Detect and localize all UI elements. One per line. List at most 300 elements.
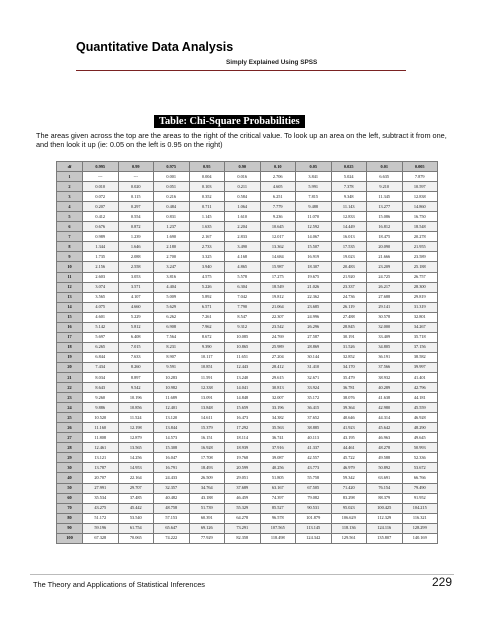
critical-value-cell: 10.851 [189, 362, 225, 372]
critical-value-cell: 19.675 [296, 272, 332, 282]
critical-value-cell: 1.064 [225, 202, 261, 212]
critical-value-cell: 39.087 [260, 453, 296, 463]
critical-value-cell: 5.142 [83, 322, 119, 332]
table-row [57, 503, 438, 513]
critical-value-cell: 0.004 [189, 172, 225, 182]
critical-value-cell: --- [118, 172, 154, 182]
critical-value-cell: 2.088 [118, 252, 154, 262]
critical-value-cell: 10.597 [402, 182, 438, 192]
critical-value-cell: 7.879 [402, 172, 438, 182]
critical-value-cell: 73.291 [225, 523, 261, 533]
critical-value-cell: 9.210 [367, 182, 403, 192]
critical-value-cell: 5.024 [331, 172, 367, 182]
critical-value-cell: 40.256 [260, 463, 296, 473]
critical-value-cell: 10.196 [118, 393, 154, 403]
critical-value-cell: 19.023 [331, 252, 367, 262]
critical-value-cell: 4.601 [83, 312, 119, 322]
df-cell: 24 [57, 403, 83, 413]
critical-value-cell: 1.635 [189, 222, 225, 232]
critical-value-cell: 3.247 [154, 262, 190, 272]
critical-value-cell: 79.490 [402, 483, 438, 493]
critical-value-cell: 6.844 [83, 352, 119, 362]
critical-value-cell: 15.379 [189, 423, 225, 433]
df-cell: 23 [57, 393, 83, 403]
critical-value-cell: 30.578 [367, 312, 403, 322]
critical-value-cell: 0.216 [154, 192, 190, 202]
critical-value-cell: 30.144 [296, 352, 332, 362]
critical-value-cell: 9.236 [260, 212, 296, 222]
critical-value-cell: 26.509 [189, 473, 225, 483]
table-row [57, 292, 438, 302]
critical-value-cell: 116.321 [402, 513, 438, 523]
critical-value-cell: --- [83, 172, 119, 182]
critical-value-cell: 15.086 [367, 212, 403, 222]
critical-value-cell: 24.433 [154, 473, 190, 483]
critical-value-cell: 35.718 [402, 332, 438, 342]
critical-value-cell: 5.009 [154, 292, 190, 302]
critical-value-cell: 6.304 [225, 282, 261, 292]
critical-value-cell: 4.605 [260, 182, 296, 192]
table-row [57, 393, 438, 403]
critical-value-cell: 7.633 [118, 352, 154, 362]
critical-value-cell: 3.325 [189, 252, 225, 262]
critical-value-cell: 0.584 [225, 192, 261, 202]
critical-value-cell: 74.397 [260, 493, 296, 503]
critical-value-cell: 16.919 [296, 252, 332, 262]
critical-value-cell: 31.410 [296, 362, 332, 372]
critical-value-cell: 12.461 [83, 443, 119, 453]
critical-value-cell: 44.314 [367, 413, 403, 423]
critical-value-cell: 52.336 [402, 453, 438, 463]
critical-value-cell: 8.231 [154, 342, 190, 352]
critical-value-cell: 24.996 [296, 312, 332, 322]
critical-value-cell: 64.278 [225, 513, 261, 523]
critical-value-cell: 77.929 [189, 533, 225, 543]
df-cell: 30 [57, 463, 83, 473]
critical-value-cell: 0.001 [154, 172, 190, 182]
critical-value-cell: 85.527 [260, 503, 296, 513]
critical-value-cell: 5.697 [83, 332, 119, 342]
critical-value-cell: 35.172 [296, 393, 332, 403]
critical-value-cell: 29.615 [260, 372, 296, 382]
critical-value-cell: 32.801 [402, 312, 438, 322]
critical-value-cell: 11.651 [225, 352, 261, 362]
critical-value-cell: 100.425 [367, 503, 403, 513]
critical-value-cell: 10.520 [83, 413, 119, 423]
critical-value-cell: 12.338 [189, 383, 225, 393]
critical-value-cell: 5.226 [189, 282, 225, 292]
critical-value-cell: 4.575 [189, 272, 225, 282]
df-cell: 17 [57, 332, 83, 342]
critical-value-cell: 34.170 [331, 362, 367, 372]
critical-value-cell: 5.578 [225, 272, 261, 282]
critical-value-cell: 21.920 [331, 272, 367, 282]
df-cell: 29 [57, 453, 83, 463]
critical-value-cell: 12.443 [225, 362, 261, 372]
critical-value-cell: 13.565 [118, 443, 154, 453]
critical-value-cell: 6.571 [189, 302, 225, 312]
critical-value-cell: 28.412 [260, 362, 296, 372]
critical-value-cell: 16.151 [189, 433, 225, 443]
critical-value-cell: 26.757 [402, 272, 438, 282]
critical-value-cell: 32.357 [154, 483, 190, 493]
critical-value-cell: 1.610 [225, 212, 261, 222]
critical-value-cell: 16.791 [154, 463, 190, 473]
critical-value-cell: 14.611 [189, 413, 225, 423]
critical-value-cell: 27.688 [367, 292, 403, 302]
critical-value-cell: 0.352 [189, 192, 225, 202]
critical-value-cell: 5.991 [296, 182, 332, 192]
critical-value-cell: 0.115 [118, 192, 154, 202]
critical-value-cell: 12.833 [331, 212, 367, 222]
critical-value-cell: 20.483 [331, 262, 367, 272]
critical-value-cell: 3.074 [83, 282, 119, 292]
critical-value-cell: 1.690 [154, 232, 190, 242]
critical-value-cell: 41.401 [402, 372, 438, 382]
header-subtitle: Simply Explained Using SPSS [226, 59, 318, 66]
critical-value-cell: 40.482 [154, 493, 190, 503]
table-row [57, 282, 438, 292]
df-cell: 19 [57, 352, 83, 362]
critical-value-cell: 0.412 [83, 212, 119, 222]
critical-value-cell: 16.047 [154, 453, 190, 463]
critical-value-cell: 9.591 [154, 362, 190, 372]
critical-value-cell: 18.493 [189, 463, 225, 473]
critical-value-cell: 124.116 [367, 523, 403, 533]
critical-value-cell: 2.558 [118, 262, 154, 272]
critical-value-cell: 14.067 [296, 232, 332, 242]
critical-value-cell: 10.283 [154, 372, 190, 382]
critical-value-cell: 34.764 [189, 483, 225, 493]
critical-value-cell: 7.962 [189, 322, 225, 332]
df-cell: 28 [57, 443, 83, 453]
critical-value-cell: 8.672 [189, 332, 225, 342]
df-cell: 2 [57, 182, 83, 192]
table-row [57, 433, 438, 443]
table-row [57, 423, 438, 433]
critical-value-cell: 59.342 [331, 473, 367, 483]
critical-value-cell: 57.153 [154, 513, 190, 523]
critical-value-cell: 128.299 [402, 523, 438, 533]
critical-value-cell: 0.676 [83, 222, 119, 232]
critical-value-cell: 16.473 [225, 413, 261, 423]
critical-value-cell: 3.565 [83, 292, 119, 302]
critical-value-cell: 9.348 [331, 192, 367, 202]
critical-value-cell: 5.229 [118, 312, 154, 322]
critical-value-cell: 37.156 [402, 342, 438, 352]
critical-value-cell: 0.711 [189, 202, 225, 212]
critical-value-cell: 35.534 [83, 493, 119, 503]
critical-value-cell: 13.787 [83, 463, 119, 473]
table-row [57, 192, 438, 202]
intro-paragraph: The areas given across the top are the areas to the right of the critical value. To look up an area on the left, subtract it from one, and then look it up (ie: 0.05 on the left is 0.95 on the right) [36, 131, 447, 150]
critical-value-cell: 18.114 [225, 433, 261, 443]
critical-value-cell: 51.739 [189, 503, 225, 513]
critical-value-cell: 67.328 [83, 533, 119, 543]
critical-value-cell: 24.736 [331, 292, 367, 302]
critical-value-cell: 9.260 [83, 393, 119, 403]
table-row [57, 463, 438, 473]
critical-value-cell: 67.505 [296, 483, 332, 493]
critical-value-cell: 40.646 [331, 413, 367, 423]
critical-value-cell: 15.308 [154, 443, 190, 453]
critical-value-cell: 3.841 [296, 172, 332, 182]
critical-value-cell: 0.103 [189, 182, 225, 192]
critical-value-cell: 38.885 [296, 423, 332, 433]
critical-value-cell: 45.442 [118, 503, 154, 513]
critical-value-cell: 17.275 [260, 272, 296, 282]
footer-text: The Theory and Applications of Statistical Inferences [33, 580, 205, 589]
table-row [57, 302, 438, 312]
critical-value-cell: 0.484 [154, 202, 190, 212]
critical-value-cell: 1.735 [83, 252, 119, 262]
critical-value-cell: 8.034 [83, 372, 119, 382]
df-cell: 25 [57, 413, 83, 423]
critical-value-cell: 48.758 [154, 503, 190, 513]
critical-value-cell: 2.167 [189, 232, 225, 242]
critical-value-cell: 8.897 [118, 372, 154, 382]
critical-value-cell: 19.768 [225, 453, 261, 463]
critical-value-cell: 16.013 [331, 232, 367, 242]
critical-value-cell: 33.924 [296, 383, 332, 393]
column-header-area: 0.005 [402, 162, 438, 172]
table-row [57, 242, 438, 252]
critical-value-cell: 36.191 [367, 352, 403, 362]
critical-value-cell: 0.297 [118, 202, 154, 212]
critical-value-cell: 0.831 [154, 212, 190, 222]
critical-value-cell: 124.342 [296, 533, 332, 543]
critical-value-cell: 21.026 [296, 282, 332, 292]
critical-value-cell: 16.812 [367, 222, 403, 232]
table-row [57, 322, 438, 332]
df-cell: 5 [57, 212, 83, 222]
critical-value-cell: 53.540 [118, 513, 154, 523]
critical-value-cell: 112.329 [367, 513, 403, 523]
critical-value-cell: 2.156 [83, 262, 119, 272]
critical-value-cell: 10.117 [189, 352, 225, 362]
critical-value-cell: 43.773 [296, 463, 332, 473]
table-row [57, 523, 438, 533]
df-cell: 12 [57, 282, 83, 292]
critical-value-cell: 65.647 [154, 523, 190, 533]
critical-value-cell: 19.812 [260, 292, 296, 302]
critical-value-cell: 11.591 [189, 372, 225, 382]
critical-value-cell: 9.542 [118, 383, 154, 393]
table-row [57, 272, 438, 282]
critical-value-cell: 113.145 [296, 523, 332, 533]
critical-value-cell: 140.169 [402, 533, 438, 543]
critical-value-cell: 34.382 [260, 413, 296, 423]
df-cell: 10 [57, 262, 83, 272]
critical-value-cell: 36.415 [296, 403, 332, 413]
critical-value-cell: 37.916 [260, 443, 296, 453]
critical-value-cell: 88.379 [367, 493, 403, 503]
table-row [57, 212, 438, 222]
critical-value-cell: 104.215 [402, 503, 438, 513]
critical-value-cell: 4.865 [225, 262, 261, 272]
critical-value-cell: 0.016 [225, 172, 261, 182]
df-cell: 22 [57, 383, 83, 393]
critical-value-cell: 96.578 [260, 513, 296, 523]
critical-value-cell: 50.892 [367, 463, 403, 473]
critical-value-cell: 13.121 [83, 453, 119, 463]
critical-value-cell: 74.222 [154, 533, 190, 543]
critical-value-cell: 11.143 [331, 202, 367, 212]
critical-value-cell: 7.015 [118, 342, 154, 352]
critical-value-cell: 10.865 [225, 342, 261, 352]
table-row [57, 453, 438, 463]
critical-value-cell: 6.265 [83, 342, 119, 352]
df-cell: 18 [57, 342, 83, 352]
column-header-area: 0.01 [367, 162, 403, 172]
critical-value-cell: 45.722 [331, 453, 367, 463]
critical-value-cell: 13.848 [189, 403, 225, 413]
critical-value-cell: 12.198 [118, 423, 154, 433]
critical-value-cell: 44.181 [402, 393, 438, 403]
critical-value-cell: 29.141 [367, 302, 403, 312]
critical-value-cell: 2.603 [83, 272, 119, 282]
critical-value-cell: 13.240 [225, 372, 261, 382]
column-header-area: 0.99 [118, 162, 154, 172]
df-cell: 9 [57, 252, 83, 262]
critical-value-cell: 5.629 [154, 302, 190, 312]
critical-value-cell: 14.041 [225, 383, 261, 393]
critical-value-cell: 55.329 [225, 503, 261, 513]
critical-value-cell: 15.659 [225, 403, 261, 413]
critical-value-cell: 37.652 [296, 413, 332, 423]
df-cell: 70 [57, 503, 83, 513]
critical-value-cell: 79.082 [296, 493, 332, 503]
critical-value-cell: 2.700 [154, 252, 190, 262]
critical-value-cell: 33.196 [260, 403, 296, 413]
critical-value-cell: 27.488 [331, 312, 367, 322]
critical-value-cell: 11.808 [83, 433, 119, 443]
critical-value-cell: 4.075 [83, 302, 119, 312]
critical-value-cell: 18.548 [402, 222, 438, 232]
critical-value-cell: 10.085 [225, 332, 261, 342]
table-row [57, 493, 438, 503]
critical-value-cell: 38.932 [367, 372, 403, 382]
critical-value-cell: 46.963 [367, 433, 403, 443]
critical-value-cell: 23.209 [367, 262, 403, 272]
critical-value-cell: 4.404 [154, 282, 190, 292]
critical-value-cell: 7.790 [225, 302, 261, 312]
df-cell: 21 [57, 372, 83, 382]
critical-value-cell: 9.390 [189, 342, 225, 352]
critical-value-cell: 20.599 [225, 463, 261, 473]
df-cell: 20 [57, 362, 83, 372]
column-header-area: 0.90 [225, 162, 261, 172]
critical-value-cell: 18.307 [296, 262, 332, 272]
critical-value-cell: 6.408 [118, 332, 154, 342]
critical-value-cell: 1.145 [189, 212, 225, 222]
critical-value-cell: 8.907 [154, 352, 190, 362]
critical-value-cell: 1.646 [118, 242, 154, 252]
df-cell: 40 [57, 473, 83, 483]
critical-value-cell: 14.256 [118, 453, 154, 463]
critical-value-cell: 7.042 [225, 292, 261, 302]
column-header-area: 0.05 [296, 162, 332, 172]
critical-value-cell: 17.535 [331, 242, 367, 252]
critical-value-cell: 18.549 [260, 282, 296, 292]
df-cell: 60 [57, 493, 83, 503]
critical-value-cell: 49.645 [402, 433, 438, 443]
critical-value-cell: 7.434 [83, 362, 119, 372]
table-row [57, 443, 438, 453]
page-number: 229 [431, 575, 452, 589]
table-row [57, 232, 438, 242]
critical-value-cell: 12.017 [260, 232, 296, 242]
critical-value-cell: 61.754 [118, 523, 154, 533]
critical-value-cell: 6.262 [154, 312, 190, 322]
critical-value-cell: 16.750 [402, 212, 438, 222]
critical-value-cell: 3.940 [189, 262, 225, 272]
critical-value-cell: 55.758 [296, 473, 332, 483]
critical-value-cell: 30.191 [331, 332, 367, 342]
page-header [76, 40, 406, 66]
critical-value-cell: 12.838 [402, 192, 438, 202]
critical-value-cell: 53.672 [402, 463, 438, 473]
critical-value-cell: 0.989 [83, 232, 119, 242]
critical-value-cell: 10.856 [118, 403, 154, 413]
critical-value-cell: 8.643 [83, 383, 119, 393]
table-row [57, 202, 438, 212]
critical-value-cell: 35.563 [260, 423, 296, 433]
critical-value-cell: 23.589 [402, 252, 438, 262]
critical-value-cell: 63.691 [367, 473, 403, 483]
critical-value-cell: 12.879 [118, 433, 154, 443]
critical-value-cell: 39.997 [402, 362, 438, 372]
critical-value-cell: 29.051 [225, 473, 261, 483]
df-cell: 100 [57, 533, 83, 543]
df-cell: 27 [57, 433, 83, 443]
critical-value-cell: 15.507 [296, 242, 332, 252]
critical-value-cell: 118.498 [260, 533, 296, 543]
critical-value-cell: 40.113 [296, 433, 332, 443]
critical-value-cell: 11.345 [367, 192, 403, 202]
critical-value-cell: 23.542 [260, 322, 296, 332]
critical-value-cell: 82.358 [225, 533, 261, 543]
critical-value-cell: 20.707 [83, 473, 119, 483]
critical-value-cell: 106.629 [331, 513, 367, 523]
critical-value-cell: 36.741 [260, 433, 296, 443]
table-row [57, 362, 438, 372]
critical-value-cell: 23.337 [331, 282, 367, 292]
table-row [57, 342, 438, 352]
critical-value-cell: 25.188 [402, 262, 438, 272]
critical-value-cell: 29.819 [402, 292, 438, 302]
critical-value-cell: 46.459 [225, 493, 261, 503]
critical-value-cell: 70.065 [118, 533, 154, 543]
critical-value-cell: 48.278 [367, 443, 403, 453]
df-cell: 90 [57, 523, 83, 533]
table-row [57, 372, 438, 382]
critical-value-cell: 11.070 [296, 212, 332, 222]
critical-value-cell: 20.278 [402, 232, 438, 242]
critical-value-cell: 0.010 [83, 182, 119, 192]
critical-value-cell: 83.298 [331, 493, 367, 503]
critical-value-cell: 45.642 [367, 423, 403, 433]
critical-value-cell: 28.300 [402, 282, 438, 292]
table-row [57, 332, 438, 342]
critical-value-cell: 4.660 [118, 302, 154, 312]
critical-value-cell: 10.982 [154, 383, 190, 393]
df-cell: 80 [57, 513, 83, 523]
critical-value-cell: 12.592 [296, 222, 332, 232]
critical-value-cell: 31.319 [402, 302, 438, 312]
table-header-row [57, 162, 438, 172]
critical-value-cell: 37.566 [367, 362, 403, 372]
